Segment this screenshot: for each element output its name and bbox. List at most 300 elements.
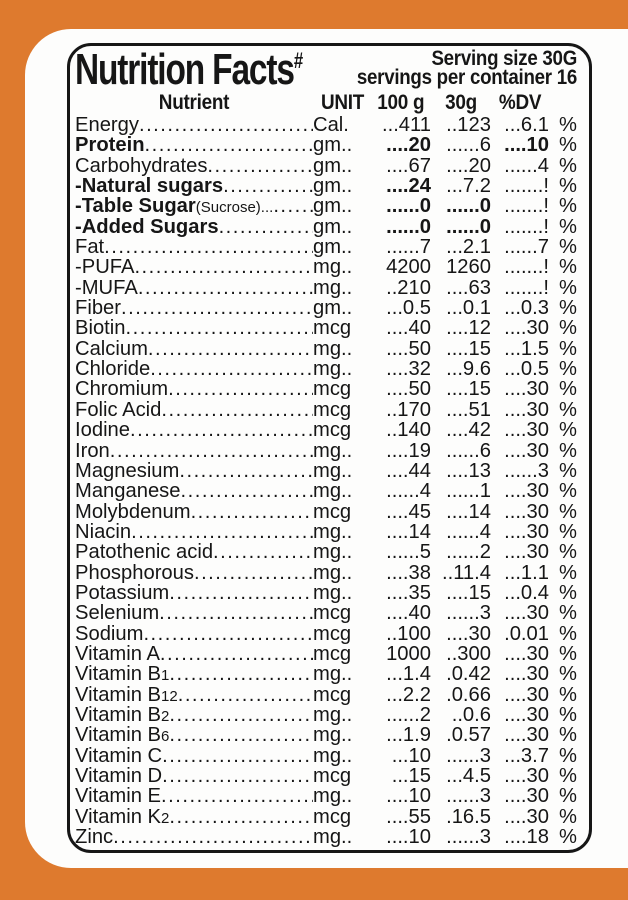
dot-leader bbox=[207, 156, 313, 176]
dv-cell: ......4 bbox=[504, 154, 549, 177]
dot-leader bbox=[162, 766, 313, 786]
table-row bbox=[75, 766, 577, 786]
label-card bbox=[25, 29, 628, 868]
unit-cell: mcg bbox=[313, 317, 352, 340]
unit-cell: gm.. bbox=[313, 297, 353, 320]
nutrient-name: -MUFA bbox=[75, 276, 138, 299]
per-30g-cell: ....20 bbox=[446, 154, 491, 177]
dv-cell: ....30 bbox=[504, 663, 549, 686]
table-row bbox=[75, 461, 577, 481]
nutrient-name: Selenium bbox=[75, 602, 160, 625]
nutrient-name: Vitamin B12 bbox=[75, 683, 178, 706]
unit-cell: mg.. bbox=[313, 439, 353, 462]
table-row bbox=[75, 644, 577, 664]
nutrient-name: Niacin bbox=[75, 520, 132, 543]
unit-cell: mcg bbox=[313, 642, 352, 665]
table-row bbox=[75, 237, 577, 257]
unit-cell: gm.. bbox=[313, 236, 353, 259]
table-row bbox=[75, 359, 577, 379]
dot-leader bbox=[169, 583, 313, 603]
dv-cell: ....30 bbox=[504, 398, 549, 421]
per-100g-cell: ...2.2 bbox=[386, 683, 431, 706]
percent-sign: % bbox=[559, 256, 577, 279]
dv-cell: ....30 bbox=[504, 703, 549, 726]
percent-sign: % bbox=[559, 439, 577, 462]
dv-cell: ....18 bbox=[504, 826, 549, 849]
table-row bbox=[75, 583, 577, 603]
per-100g-cell: ...10 bbox=[391, 744, 431, 767]
per-30g-cell: ......1 bbox=[446, 480, 491, 503]
percent-sign: % bbox=[559, 581, 577, 604]
dv-cell: ....30 bbox=[504, 805, 549, 828]
dot-leader bbox=[131, 522, 313, 542]
percent-sign: % bbox=[559, 459, 577, 482]
dv-cell: ....30 bbox=[504, 541, 549, 564]
table-row bbox=[75, 278, 577, 298]
dv-cell: ...1.1 bbox=[504, 561, 549, 584]
percent-sign: % bbox=[559, 541, 577, 564]
percent-sign: % bbox=[559, 826, 577, 849]
unit-cell: mg.. bbox=[313, 581, 353, 604]
table-row bbox=[75, 603, 577, 623]
percent-sign: % bbox=[559, 195, 577, 218]
nutrient-name-subscript: 1 bbox=[161, 667, 170, 685]
dot-leader bbox=[150, 359, 313, 379]
per-100g-cell: ....20 bbox=[386, 134, 431, 157]
unit-cell: mg.. bbox=[313, 256, 353, 279]
table-row bbox=[75, 339, 577, 359]
nutrient-name-subscript: 2 bbox=[161, 707, 170, 725]
per-30g-cell: ......4 bbox=[446, 520, 491, 543]
dot-leader bbox=[126, 318, 314, 338]
per-30g-cell: .16.5 bbox=[446, 805, 491, 828]
column-header-100g: 100 g bbox=[377, 90, 425, 114]
per-30g-cell: ...7.2 bbox=[446, 175, 491, 198]
percent-sign: % bbox=[559, 785, 577, 808]
panel-title-text: Nutrition Facts bbox=[75, 45, 294, 94]
nutrient-name-subscript: 12 bbox=[161, 687, 178, 705]
title-superscript: # bbox=[293, 48, 304, 73]
per-30g-cell: ....15 bbox=[446, 378, 491, 401]
table-row bbox=[75, 481, 577, 501]
unit-cell: gm.. bbox=[313, 134, 353, 157]
percent-sign: % bbox=[559, 642, 577, 665]
nutrient-name: Patothenic acid bbox=[75, 541, 214, 564]
table-row bbox=[75, 400, 577, 420]
per-100g-cell: ....19 bbox=[386, 439, 431, 462]
dot-leader bbox=[213, 542, 313, 562]
per-100g-cell: ....44 bbox=[386, 459, 431, 482]
unit-cell: mg.. bbox=[313, 826, 353, 849]
unit-cell: gm.. bbox=[313, 215, 353, 238]
dv-cell: ....30 bbox=[504, 724, 549, 747]
table-row bbox=[75, 624, 577, 644]
percent-sign: % bbox=[559, 765, 577, 787]
dot-leader bbox=[113, 827, 313, 847]
percent-sign: % bbox=[559, 480, 577, 503]
dot-leader bbox=[273, 196, 313, 216]
dot-leader bbox=[159, 603, 313, 623]
table-row bbox=[75, 563, 577, 583]
nutrient-name: Vitamin D bbox=[75, 765, 163, 787]
unit-cell: mg.. bbox=[313, 541, 353, 564]
table-row bbox=[75, 746, 577, 766]
unit-cell: Cal. bbox=[313, 114, 349, 136]
per-30g-cell: ......0 bbox=[446, 195, 491, 218]
per-100g-cell: ...0.5 bbox=[386, 297, 431, 320]
nutrient-name: Sodium bbox=[75, 622, 144, 645]
nutrient-name: Folic Acid bbox=[75, 398, 162, 421]
dot-leader bbox=[162, 746, 313, 766]
unit-cell: mcg bbox=[313, 602, 352, 625]
per-100g-cell: ....67 bbox=[386, 154, 431, 177]
per-100g-cell: ......0 bbox=[386, 215, 431, 238]
per-30g-cell: ..11.4 bbox=[441, 561, 491, 584]
percent-sign: % bbox=[559, 724, 577, 747]
dot-leader bbox=[110, 441, 313, 461]
unit-cell: mcg bbox=[313, 398, 352, 421]
column-header-nutrient: Nutrient bbox=[158, 90, 230, 114]
unit-cell: mg.. bbox=[313, 561, 353, 584]
per-100g-cell: ....24 bbox=[386, 175, 431, 198]
nutrient-name: Zinc bbox=[75, 826, 114, 849]
percent-sign: % bbox=[559, 378, 577, 401]
nutrient-name: Chloride bbox=[75, 358, 151, 381]
per-30g-cell: .0.66 bbox=[446, 683, 491, 706]
unit-cell: mcg bbox=[313, 805, 352, 828]
percent-sign: % bbox=[559, 419, 577, 442]
per-30g-cell: ......3 bbox=[446, 826, 491, 849]
per-100g-cell: ..170 bbox=[386, 398, 431, 421]
percent-sign: % bbox=[559, 622, 577, 645]
dv-cell: ...0.5 bbox=[504, 358, 549, 381]
per-30g-cell: ....63 bbox=[446, 276, 491, 299]
unit-cell: mg.. bbox=[313, 724, 353, 747]
table-row bbox=[75, 379, 577, 399]
percent-sign: % bbox=[559, 276, 577, 299]
table-row bbox=[75, 196, 577, 216]
percent-sign: % bbox=[559, 134, 577, 157]
dot-leader bbox=[160, 644, 313, 664]
dot-leader bbox=[104, 237, 313, 257]
dv-cell: ....30 bbox=[504, 642, 549, 665]
percent-sign: % bbox=[559, 805, 577, 828]
per-30g-cell: ....15 bbox=[446, 337, 491, 360]
per-30g-cell: ...4.5 bbox=[446, 765, 491, 787]
unit-cell: mcg bbox=[313, 378, 352, 401]
per-100g-cell: 1000 bbox=[386, 642, 431, 665]
per-30g-cell: ......2 bbox=[446, 541, 491, 564]
table-row bbox=[75, 685, 577, 705]
per-30g-cell: 1260 bbox=[446, 256, 491, 279]
dv-cell: .......! bbox=[504, 256, 549, 279]
dot-leader bbox=[179, 461, 313, 481]
unit-cell: gm.. bbox=[313, 154, 353, 177]
per-100g-cell: ....35 bbox=[386, 581, 431, 604]
table-row bbox=[75, 807, 577, 827]
unit-cell: mg.. bbox=[313, 358, 353, 381]
dv-cell: ......7 bbox=[504, 236, 549, 259]
nutrient-name-subscript: 6 bbox=[161, 728, 170, 746]
per-30g-cell: ....42 bbox=[446, 419, 491, 442]
unit-cell: mcg bbox=[313, 683, 352, 706]
nutrient-name: Molybdenum bbox=[75, 500, 191, 523]
panel-header bbox=[75, 45, 577, 94]
per-100g-cell: ..100 bbox=[386, 622, 431, 645]
per-30g-cell: ......6 bbox=[446, 439, 491, 462]
per-30g-cell: ....30 bbox=[446, 622, 491, 645]
per-30g-cell: ..123 bbox=[446, 114, 491, 136]
nutrient-name: -Table Sugar(Sucrose)... bbox=[75, 195, 274, 218]
table-row bbox=[75, 441, 577, 461]
unit-cell: mcg bbox=[313, 500, 352, 523]
dot-leader bbox=[134, 257, 313, 277]
percent-sign: % bbox=[559, 297, 577, 320]
column-header-30g: 30g bbox=[445, 90, 477, 114]
per-100g-cell: ...1.9 bbox=[386, 724, 431, 747]
per-100g-cell: ...1.4 bbox=[386, 663, 431, 686]
nutrient-name: Iodine bbox=[75, 419, 131, 442]
servings-per-container: servings per container 16 bbox=[356, 65, 577, 89]
per-30g-cell: ...0.1 bbox=[446, 297, 491, 320]
table-row bbox=[75, 725, 577, 745]
nutrient-name: Phosphorous bbox=[75, 561, 194, 584]
dv-cell: .......! bbox=[504, 175, 549, 198]
nutrient-name: Chromium bbox=[75, 378, 169, 401]
unit-cell: mg.. bbox=[313, 276, 353, 299]
per-100g-cell: ...411 bbox=[381, 114, 431, 136]
nutrient-name: -Natural sugars bbox=[75, 175, 224, 198]
dot-leader bbox=[145, 135, 313, 155]
per-100g-cell: ....38 bbox=[386, 561, 431, 584]
column-header-dv: %DV bbox=[498, 90, 542, 114]
nutrient-name: Calcium bbox=[75, 337, 148, 360]
dv-cell: ...0.3 bbox=[504, 297, 549, 320]
nutrient-name: Fiber bbox=[75, 297, 121, 320]
dv-cell: ....30 bbox=[504, 602, 549, 625]
unit-cell: mg.. bbox=[313, 703, 353, 726]
table-row bbox=[75, 502, 577, 522]
percent-sign: % bbox=[559, 317, 577, 340]
dv-cell: .......! bbox=[504, 215, 549, 238]
unit-cell: mg.. bbox=[313, 520, 353, 543]
per-100g-cell: ....50 bbox=[386, 337, 431, 360]
nutrition-facts-panel bbox=[67, 43, 592, 853]
table-row bbox=[75, 664, 577, 684]
per-30g-cell: ......6 bbox=[446, 134, 491, 157]
per-100g-cell: ....32 bbox=[386, 358, 431, 381]
table-row bbox=[75, 176, 577, 196]
unit-cell: mg.. bbox=[313, 785, 353, 808]
dot-leader bbox=[219, 217, 313, 237]
per-30g-cell: ..0.6 bbox=[451, 703, 491, 726]
unit-cell: mg.. bbox=[313, 663, 353, 686]
table-row bbox=[75, 318, 577, 338]
per-100g-cell: ....40 bbox=[386, 317, 431, 340]
dv-cell: ....30 bbox=[504, 683, 549, 706]
nutrient-name: Energy bbox=[75, 114, 139, 136]
table-row bbox=[75, 786, 577, 806]
dv-cell: ....30 bbox=[504, 785, 549, 808]
per-30g-cell: ...2.1 bbox=[446, 236, 491, 259]
per-100g-cell: ..210 bbox=[386, 276, 431, 299]
nutrient-name-subscript: 2 bbox=[161, 809, 170, 827]
per-30g-cell: ....13 bbox=[446, 459, 491, 482]
dv-cell: ...1.5 bbox=[504, 337, 549, 360]
table-row bbox=[75, 542, 577, 562]
dot-leader bbox=[148, 339, 313, 359]
table-row bbox=[75, 827, 577, 847]
per-100g-cell: ..140 bbox=[386, 419, 431, 442]
dv-cell: .0.01 bbox=[504, 622, 549, 645]
per-100g-cell: ......0 bbox=[386, 195, 431, 218]
percent-sign: % bbox=[559, 744, 577, 767]
nutrient-name: Iron bbox=[75, 439, 110, 462]
per-30g-cell: ....15 bbox=[446, 581, 491, 604]
table-row bbox=[75, 298, 577, 318]
nutrient-name: Potassium bbox=[75, 581, 170, 604]
dot-leader bbox=[169, 725, 313, 745]
unit-cell: mcg bbox=[313, 622, 352, 645]
percent-sign: % bbox=[559, 154, 577, 177]
dot-leader bbox=[121, 298, 313, 318]
dot-leader bbox=[169, 664, 313, 684]
per-30g-cell: ....12 bbox=[446, 317, 491, 340]
percent-sign: % bbox=[559, 236, 577, 259]
per-30g-cell: ......0 bbox=[446, 215, 491, 238]
nutrient-name: Fat bbox=[75, 236, 105, 259]
nutrient-name: -PUFA bbox=[75, 256, 135, 279]
per-30g-cell: ....51 bbox=[446, 398, 491, 421]
dv-cell: ....10 bbox=[504, 134, 549, 157]
per-30g-cell: ......3 bbox=[446, 785, 491, 808]
dv-cell: ...3.7 bbox=[504, 744, 549, 767]
nutrient-name-parenthetical: (Sucrose)... bbox=[195, 199, 274, 217]
dv-cell: .......! bbox=[504, 276, 549, 299]
percent-sign: % bbox=[559, 358, 577, 381]
per-30g-cell: ......3 bbox=[446, 602, 491, 625]
percent-sign: % bbox=[559, 663, 577, 686]
dv-cell: ....30 bbox=[504, 317, 549, 340]
table-row bbox=[75, 420, 577, 440]
table-row bbox=[75, 115, 577, 135]
table-row bbox=[75, 217, 577, 237]
unit-cell: mcg bbox=[313, 419, 352, 442]
unit-cell: mcg bbox=[313, 765, 352, 787]
percent-sign: % bbox=[559, 602, 577, 625]
per-100g-cell: ....40 bbox=[386, 602, 431, 625]
per-100g-cell: ......7 bbox=[386, 236, 431, 259]
nutrient-name: Vitamin B2 bbox=[75, 703, 170, 726]
per-30g-cell: .0.42 bbox=[446, 663, 491, 686]
table-row bbox=[75, 522, 577, 542]
table-row bbox=[75, 257, 577, 277]
percent-sign: % bbox=[559, 215, 577, 238]
table-row bbox=[75, 135, 577, 155]
nutrient-name: Vitamin E bbox=[75, 785, 162, 808]
dv-cell: ....30 bbox=[504, 765, 549, 787]
percent-sign: % bbox=[559, 703, 577, 726]
table-row bbox=[75, 705, 577, 725]
unit-cell: mg.. bbox=[313, 480, 353, 503]
nutrient-name: Magnesium bbox=[75, 459, 180, 482]
dot-leader bbox=[161, 400, 313, 420]
dot-leader bbox=[194, 563, 313, 583]
dv-cell: ...6.1 bbox=[504, 114, 549, 136]
nutrient-name: Vitamin C bbox=[75, 744, 163, 767]
percent-sign: % bbox=[559, 337, 577, 360]
dv-cell: .......! bbox=[504, 195, 549, 218]
nutrient-name: Vitamin B1 bbox=[75, 663, 170, 686]
dot-leader bbox=[169, 705, 313, 725]
table-row bbox=[75, 156, 577, 176]
column-header-unit: UNIT bbox=[320, 90, 364, 114]
nutrient-name: Biotin bbox=[75, 317, 126, 340]
per-100g-cell: ....55 bbox=[386, 805, 431, 828]
dv-cell: ...0.4 bbox=[504, 581, 549, 604]
dv-cell: ....30 bbox=[504, 378, 549, 401]
dv-cell: ....30 bbox=[504, 439, 549, 462]
nutrient-name: Manganese bbox=[75, 480, 181, 503]
dot-leader bbox=[168, 379, 313, 399]
dot-leader bbox=[181, 481, 313, 501]
per-100g-cell: ....50 bbox=[386, 378, 431, 401]
nutrient-name: Vitamin K2 bbox=[75, 805, 170, 828]
unit-cell: mg.. bbox=[313, 459, 353, 482]
unit-cell: mg.. bbox=[313, 744, 353, 767]
per-100g-cell: ....45 bbox=[386, 500, 431, 523]
dv-cell: ....30 bbox=[504, 500, 549, 523]
dot-leader bbox=[161, 786, 313, 806]
per-30g-cell: ....14 bbox=[446, 500, 491, 523]
percent-sign: % bbox=[559, 500, 577, 523]
dv-cell: ....30 bbox=[504, 419, 549, 442]
per-100g-cell: ......2 bbox=[386, 703, 431, 726]
per-100g-cell: ....10 bbox=[386, 785, 431, 808]
dot-leader bbox=[169, 807, 313, 827]
per-30g-cell: ......3 bbox=[446, 744, 491, 767]
dot-leader bbox=[191, 502, 313, 522]
dot-leader bbox=[139, 115, 313, 135]
unit-cell: gm.. bbox=[313, 175, 353, 198]
per-100g-cell: 4200 bbox=[386, 256, 431, 279]
nutrient-name: Vitamin A bbox=[75, 642, 160, 665]
nutrient-table bbox=[75, 115, 577, 847]
per-30g-cell: ...9.6 bbox=[446, 358, 491, 381]
serving-info bbox=[356, 46, 577, 89]
per-30g-cell: ..300 bbox=[446, 642, 491, 665]
nutrient-name: Protein bbox=[75, 134, 145, 157]
dv-cell: ....30 bbox=[504, 480, 549, 503]
serving-size: Serving size 30G bbox=[431, 46, 577, 70]
percent-sign: % bbox=[559, 683, 577, 706]
nutrient-name: Carbohydrates bbox=[75, 154, 208, 177]
per-100g-cell: ......5 bbox=[386, 541, 431, 564]
unit-cell: mg.. bbox=[313, 337, 353, 360]
unit-cell: gm.. bbox=[313, 195, 353, 218]
percent-sign: % bbox=[559, 520, 577, 543]
dv-cell: ....30 bbox=[504, 520, 549, 543]
percent-sign: % bbox=[559, 114, 577, 136]
dot-leader bbox=[223, 176, 313, 196]
dot-leader bbox=[130, 420, 313, 440]
per-30g-cell: .0.57 bbox=[446, 724, 491, 747]
per-100g-cell: ....14 bbox=[386, 520, 431, 543]
nutrient-name: Vitamin B6 bbox=[75, 724, 170, 747]
per-100g-cell: ...15 bbox=[391, 765, 431, 787]
per-100g-cell: ....10 bbox=[386, 826, 431, 849]
percent-sign: % bbox=[559, 175, 577, 198]
